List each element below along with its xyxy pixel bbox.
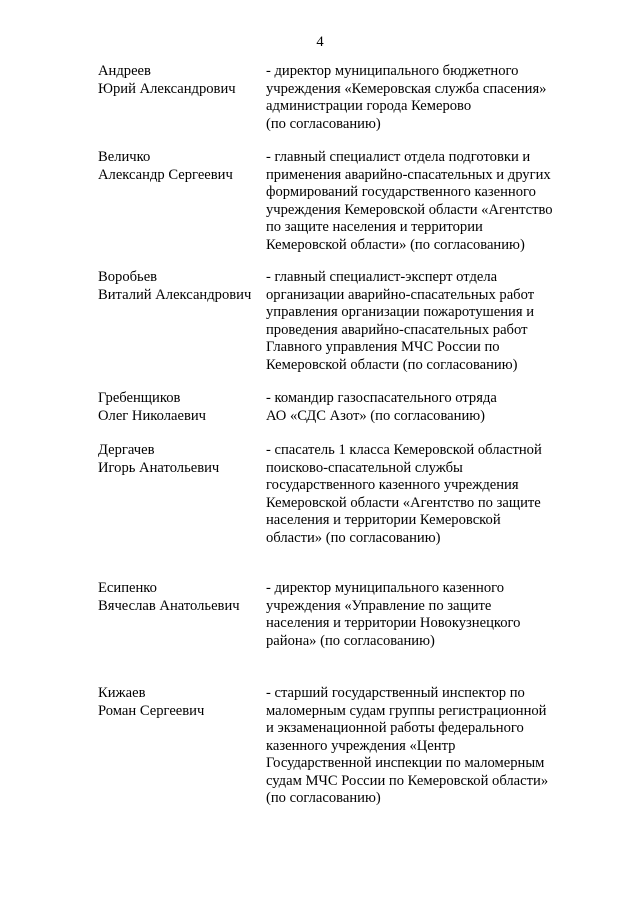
role-line: управления организации пожаротушения и xyxy=(266,304,535,320)
role-line: - спасатель 1 класса Кемеровской областной xyxy=(266,442,542,458)
role-line: (по согласованию) xyxy=(266,115,381,132)
role-line: - старший государственный инспектор по xyxy=(266,685,525,701)
person-role xyxy=(266,269,566,374)
role-line: применения аварийно-спасательных и других xyxy=(266,166,551,183)
given-name: Игорь Анатольевич xyxy=(98,459,220,476)
page-number: 4 xyxy=(316,34,324,50)
surname: Кижаев xyxy=(98,685,146,701)
given-name: Вячеслав Анатольевич xyxy=(98,597,240,614)
surname: Гребенщиков xyxy=(98,390,181,406)
role-line: района» (по согласованию) xyxy=(266,632,435,649)
role-line: формирований государственного казенного xyxy=(266,184,536,200)
role-line: учреждения «Кемеровская служба спасения» xyxy=(266,80,547,97)
role-line: по защите населения и территории xyxy=(266,219,483,235)
surname: Величко xyxy=(98,149,151,165)
person-role xyxy=(266,442,566,547)
role-line: казенного учреждения «Центр xyxy=(266,737,456,754)
role-line: организации аварийно-спасательных работ xyxy=(266,286,535,303)
role-line: поисково-спасательной службы xyxy=(266,459,463,476)
surname: Воробьев xyxy=(98,269,158,285)
person-role xyxy=(266,580,566,650)
role-line: администрации города Кемерово xyxy=(266,98,472,114)
given-name: Александр Сергеевич xyxy=(98,166,233,183)
given-name: Олег Николаевич xyxy=(98,407,207,424)
surname: Есипенко xyxy=(98,580,157,596)
role-line: - директор муниципального бюджетного xyxy=(266,63,519,79)
role-line: Кемеровской области (по согласованию) xyxy=(266,356,518,373)
role-line: - директор муниципального казенного xyxy=(266,580,505,596)
role-line: учреждения Кемеровской области «Агентство xyxy=(266,201,553,218)
person-role xyxy=(266,390,566,425)
given-name: Роман Сергеевич xyxy=(98,702,205,719)
role-line: Кемеровской области» (по согласованию) xyxy=(266,236,525,253)
role-line: судам МЧС России по Кемеровской области» xyxy=(266,772,549,789)
role-line: - главный специалист отдела подготовки и xyxy=(266,149,531,165)
role-line: проведения аварийно-спасательных работ xyxy=(266,321,528,338)
given-name: Юрий Александрович xyxy=(98,80,236,97)
role-line: маломерным судам группы регистрационной xyxy=(266,702,547,719)
role-line: Кемеровской области «Агентство по защите xyxy=(266,494,541,511)
person-name xyxy=(98,390,263,425)
person-name xyxy=(98,685,263,720)
role-line: учреждения «Управление по защите xyxy=(266,597,492,614)
person-role xyxy=(266,685,566,808)
person-name xyxy=(98,149,263,184)
surname: Дергачев xyxy=(98,442,155,458)
person-name xyxy=(98,580,263,615)
person-name xyxy=(98,442,263,477)
person-name xyxy=(98,269,263,304)
role-line: - командир газоспасательного отряда xyxy=(266,390,497,406)
role-line: населения и территории Новокузнецкого xyxy=(266,615,521,631)
surname: Андреев xyxy=(98,63,151,79)
role-line: Государственной инспекции по маломерным xyxy=(266,755,545,771)
person-name xyxy=(98,63,263,98)
role-line: государственного казенного учреждения xyxy=(266,477,519,493)
person-role xyxy=(266,63,566,133)
role-line: Главного управления МЧС России по xyxy=(266,339,500,355)
role-line: населения и территории Кемеровской xyxy=(266,512,501,528)
role-line: и экзаменационной работы федерального xyxy=(266,720,524,736)
given-name: Виталий Александрович xyxy=(98,286,252,303)
person-role xyxy=(266,149,566,254)
role-line: - главный специалист-эксперт отдела xyxy=(266,269,498,285)
role-line: области» (по согласованию) xyxy=(266,529,441,546)
role-line: АО «СДС Азот» (по согласованию) xyxy=(266,407,486,424)
role-line: (по согласованию) xyxy=(266,790,381,806)
